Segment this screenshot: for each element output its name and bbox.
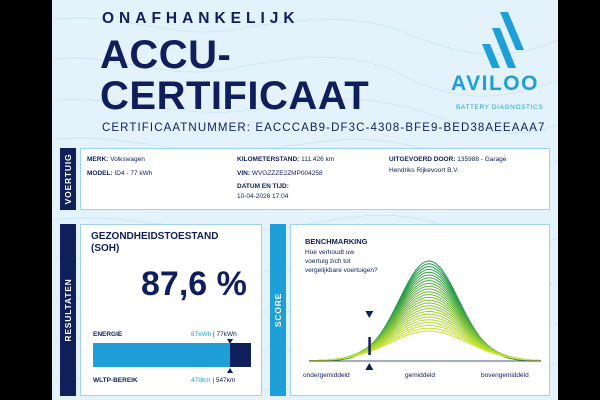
certificate-kicker: ONAFHANKELIJK [102, 10, 300, 27]
axis-label-low: ondergemiddeld [303, 372, 350, 379]
certificate-page [52, 0, 558, 400]
performed-by-row [389, 155, 506, 164]
results-section-label: RESULTATEN [63, 278, 73, 342]
results-section-tab [60, 224, 76, 396]
range-values: 479km | 547km [191, 377, 236, 384]
certificate-number: CERTIFICAATNUMMER: EACCCAB9-DF3C-4308-BFE9-BED38AEEAAA7 [102, 122, 546, 134]
soh-value: 87,6 % [141, 265, 247, 303]
vin-row [237, 169, 323, 178]
performed-by-company: Hendriks Rijkevoort B.V. [389, 167, 459, 174]
make-label: MERK: [87, 156, 109, 163]
mileage-label: KILOMETERSTAND: [237, 156, 300, 163]
model-value: ID4 - 77 kWh [114, 170, 153, 177]
energy-values: 67kWh | 77kWh [191, 331, 237, 338]
vin-label: VIN: [237, 170, 250, 177]
benchmark-marker [368, 337, 371, 355]
logo-name: AVILOO [451, 72, 539, 95]
energy-current: 67kWh [191, 331, 212, 338]
make-value: Volkswagen [110, 156, 145, 163]
benchmark-card [290, 224, 550, 396]
aviloo-logo [442, 12, 552, 111]
date-value: 10-04-2026 17:04 [237, 193, 289, 200]
benchmark-marker-top-icon [365, 311, 373, 318]
certificate-title-line2: CERTIFICAAT [100, 74, 370, 118]
vehicle-card [80, 148, 550, 210]
energy-total: 77kWh [216, 331, 237, 338]
energy-label: ENERGIE [93, 331, 123, 338]
benchmark-title: BENCHMARKING [305, 237, 368, 246]
performed-by-value: 135988 - Garage [457, 156, 507, 163]
range-total: 547km [215, 377, 236, 384]
benchmark-question: Hoe verhoudt uw voertuig zich tot vergelijkbare voertuigen? [305, 249, 378, 274]
range-marker-icon [227, 368, 233, 373]
soh-bar-fill [93, 343, 230, 367]
logo-tagline: BATTERY DIAGNOSTICS [456, 104, 544, 111]
certificate-title-line1: ACCU- [100, 33, 232, 77]
mileage-row [237, 155, 334, 164]
range-label: WLTP-BEREIK [93, 377, 138, 384]
make-row [87, 155, 145, 164]
axis-label-high: bovengemiddeld [481, 372, 529, 379]
benchmark-marker-bottom-icon [365, 363, 373, 370]
axis-label-mid: gemiddeld [405, 372, 435, 379]
vin-value: WVGZZZE2ZMP004258 [251, 170, 323, 177]
soh-title: GEZONDHEIDSTOESTAND (SOH) [91, 231, 219, 254]
model-label: MODEL: [87, 170, 113, 177]
range-current: 479km [191, 377, 211, 384]
vehicle-section-label: VOERTUIG [63, 153, 73, 205]
soh-card [80, 224, 262, 396]
model-row [87, 169, 152, 178]
mileage-value: 111.426 km [301, 156, 335, 163]
vehicle-section-tab [60, 148, 76, 210]
score-section-label: SCORE [273, 292, 283, 328]
performed-by-label: UITGEVOERD DOOR: [389, 156, 456, 163]
soh-bar [93, 343, 251, 367]
bell-curve-lines [309, 261, 541, 361]
aviloo-logo-icon [478, 12, 524, 68]
score-section-tab [270, 224, 286, 396]
date-label: DATUM EN TIJD: [237, 183, 289, 190]
